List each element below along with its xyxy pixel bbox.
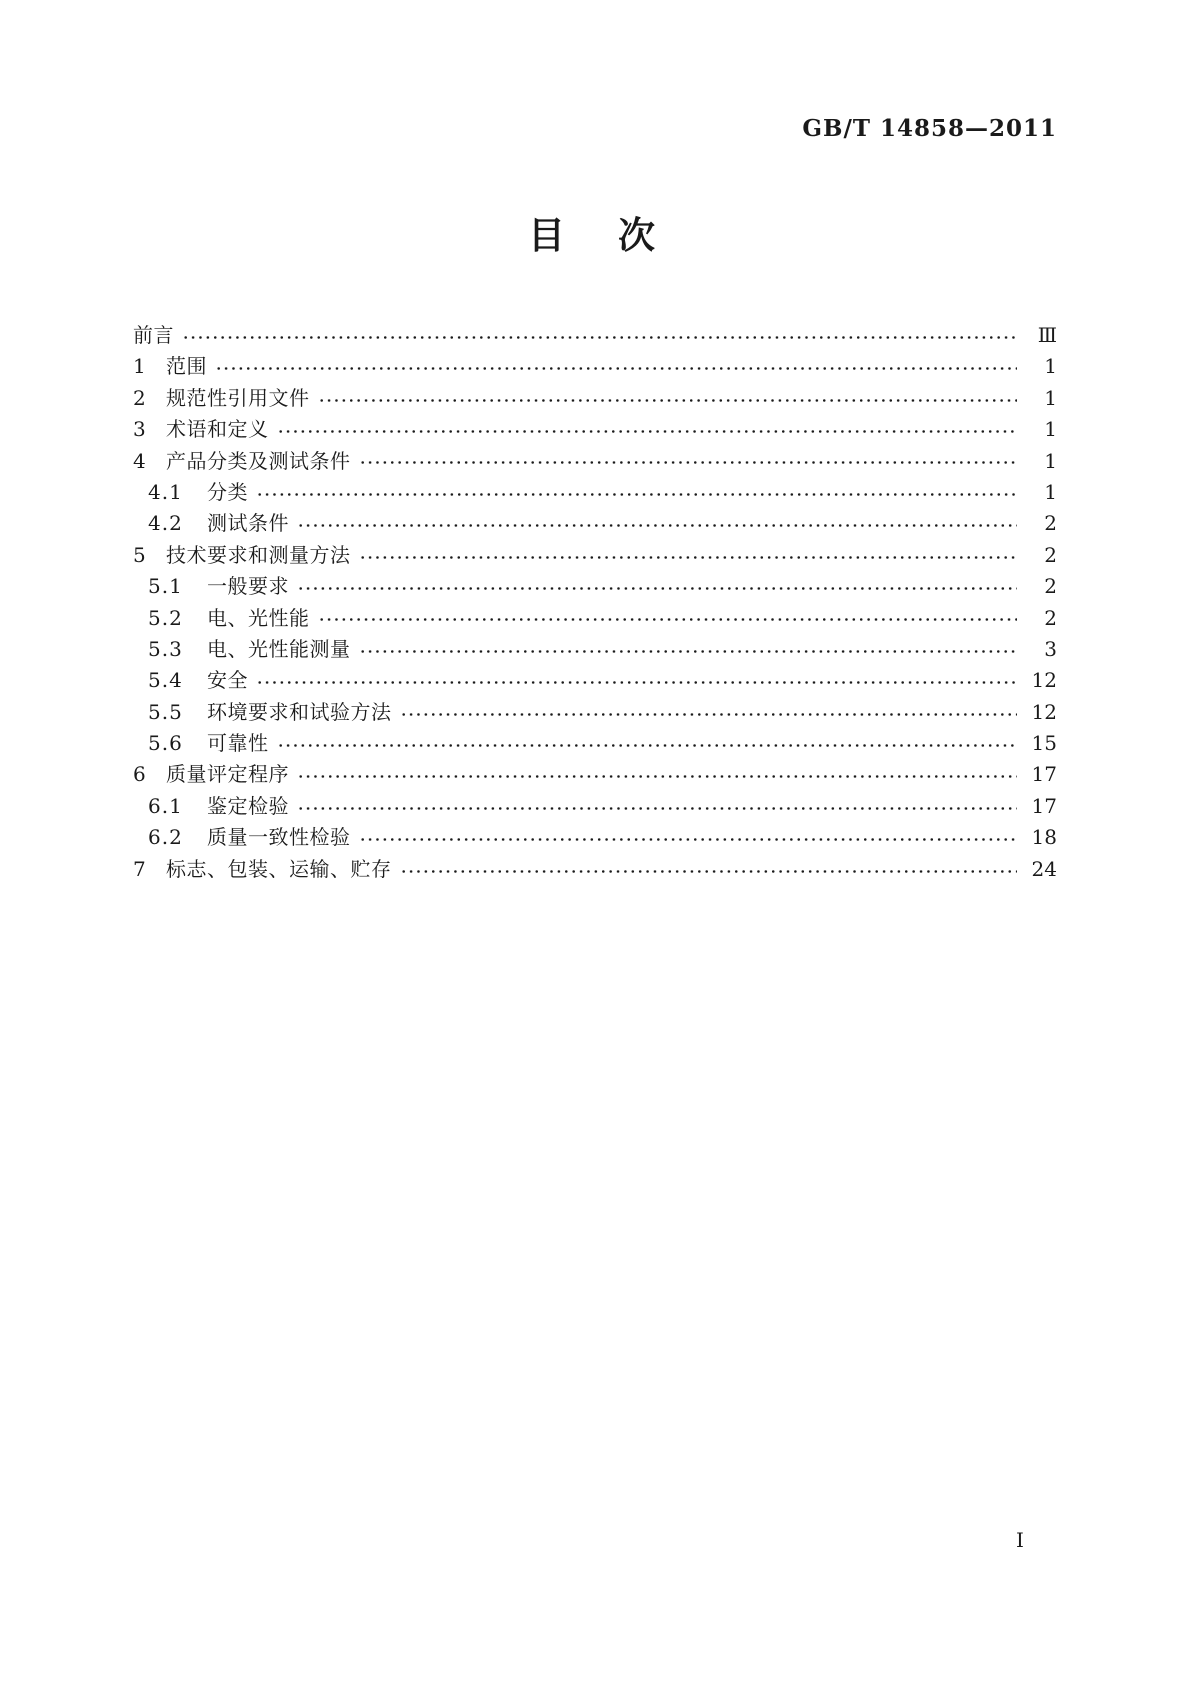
toc-entry-label: 规范性引用文件 <box>166 385 310 410</box>
toc-entry-number: 5.1 <box>148 574 183 599</box>
dot-leader <box>400 697 1018 728</box>
toc-entry-page: 24 <box>1031 856 1057 881</box>
toc-entry <box>133 854 1057 885</box>
toc-entry-label: 可靠性 <box>207 731 269 756</box>
toc-entry <box>133 383 1057 414</box>
page-title: 目 次 <box>528 213 663 257</box>
toc-entry-number: 5.3 <box>148 636 183 661</box>
toc-entry-page: 2 <box>1044 542 1057 567</box>
toc-entry-number: 3 <box>133 417 147 442</box>
standard-number: GB/T 14858—2011 <box>802 115 1057 142</box>
toc-entry-number: 5.2 <box>148 605 183 630</box>
toc-entry <box>133 477 1057 508</box>
dot-leader <box>297 759 1017 790</box>
toc-entry-page: 2 <box>1044 605 1057 630</box>
toc-entry-page: 17 <box>1031 793 1057 818</box>
toc-entry-label: 分类 <box>207 479 248 504</box>
dot-leader <box>297 791 1017 822</box>
toc-entry-number: 4.2 <box>148 511 183 536</box>
toc-entry-number: 6.2 <box>148 825 183 850</box>
toc-entry-number: 7 <box>133 856 147 881</box>
dot-leader <box>318 383 1018 414</box>
dot-leader <box>215 351 1017 382</box>
toc-entry-page: 1 <box>1044 479 1057 504</box>
toc-entry <box>133 508 1057 539</box>
toc-entry <box>133 697 1057 728</box>
toc-entry-number: 5.5 <box>148 699 183 724</box>
toc-entry-label: 产品分类及测试条件 <box>166 448 351 473</box>
dot-leader <box>359 446 1018 477</box>
dot-leader <box>297 508 1017 539</box>
toc-entry-number: 6.1 <box>148 793 183 818</box>
footer-page-number: Ⅰ <box>1016 1528 1024 1552</box>
toc-entry-label: 前言 <box>133 323 174 347</box>
dot-leader <box>256 665 1017 696</box>
toc-entry-page: 18 <box>1031 825 1057 850</box>
toc-entry-label: 测试条件 <box>207 511 289 536</box>
toc-entry-label: 质量一致性检验 <box>207 825 351 850</box>
toc-entry-number: 5.6 <box>148 731 183 756</box>
toc-entry-label: 电、光性能测量 <box>207 636 351 661</box>
toc-entry-page: 1 <box>1044 448 1057 473</box>
dot-leader <box>400 854 1018 885</box>
toc-entry <box>133 791 1057 822</box>
toc-entry <box>133 351 1057 382</box>
dot-leader <box>297 571 1017 602</box>
toc-entry-label: 电、光性能 <box>207 605 310 630</box>
toc-entry-label: 术语和定义 <box>166 417 269 442</box>
toc-entry-label: 标志、包装、运输、贮存 <box>166 856 392 881</box>
toc-entry-number: 4.1 <box>148 479 183 504</box>
toc-entry-label: 鉴定检验 <box>207 793 289 818</box>
toc-entry-number: 1 <box>133 354 147 379</box>
dot-leader <box>359 540 1018 571</box>
toc-entry <box>133 665 1057 696</box>
toc-entry <box>133 320 1057 351</box>
toc-entry-label: 安全 <box>207 668 248 693</box>
toc-entry <box>133 728 1057 759</box>
toc-entry-label: 技术要求和测量方法 <box>166 542 351 567</box>
toc-entry-page: 12 <box>1031 699 1057 724</box>
dot-leader <box>182 320 1017 351</box>
dot-leader <box>277 728 1018 759</box>
toc-entry <box>133 446 1057 477</box>
toc-entry-number: 4 <box>133 448 147 473</box>
toc-entry-number: 5.4 <box>148 668 183 693</box>
toc-entry <box>133 822 1057 853</box>
toc-entry-label: 一般要求 <box>207 574 289 599</box>
toc-entry <box>133 603 1057 634</box>
toc-entry-label: 质量评定程序 <box>166 762 289 787</box>
toc-entry-page: 17 <box>1031 762 1057 787</box>
dot-leader <box>318 603 1018 634</box>
toc-entry-label: 环境要求和试验方法 <box>207 699 392 724</box>
toc-entry-number: 6 <box>133 762 147 787</box>
toc-entry-page: 12 <box>1031 668 1057 693</box>
toc-entry <box>133 759 1057 790</box>
toc-entry <box>133 571 1057 602</box>
toc-entry <box>133 540 1057 571</box>
toc-entry <box>133 634 1057 665</box>
toc-entry <box>133 414 1057 445</box>
table-of-contents <box>133 320 1057 885</box>
toc-entry-page: Ⅲ <box>1037 323 1057 347</box>
toc-entry-page: 3 <box>1044 636 1057 661</box>
toc-entry-number: 2 <box>133 385 147 410</box>
dot-leader <box>256 477 1017 508</box>
toc-entry-page: 1 <box>1044 417 1057 442</box>
toc-entry-page: 1 <box>1044 385 1057 410</box>
toc-entry-page: 15 <box>1031 731 1057 756</box>
toc-entry-page: 2 <box>1044 574 1057 599</box>
dot-leader <box>359 822 1018 853</box>
toc-entry-label: 范围 <box>166 354 207 379</box>
toc-entry-page: 1 <box>1044 354 1057 379</box>
toc-entry-page: 2 <box>1044 511 1057 536</box>
toc-entry-number: 5 <box>133 542 147 567</box>
dot-leader <box>359 634 1018 665</box>
dot-leader <box>277 414 1018 445</box>
